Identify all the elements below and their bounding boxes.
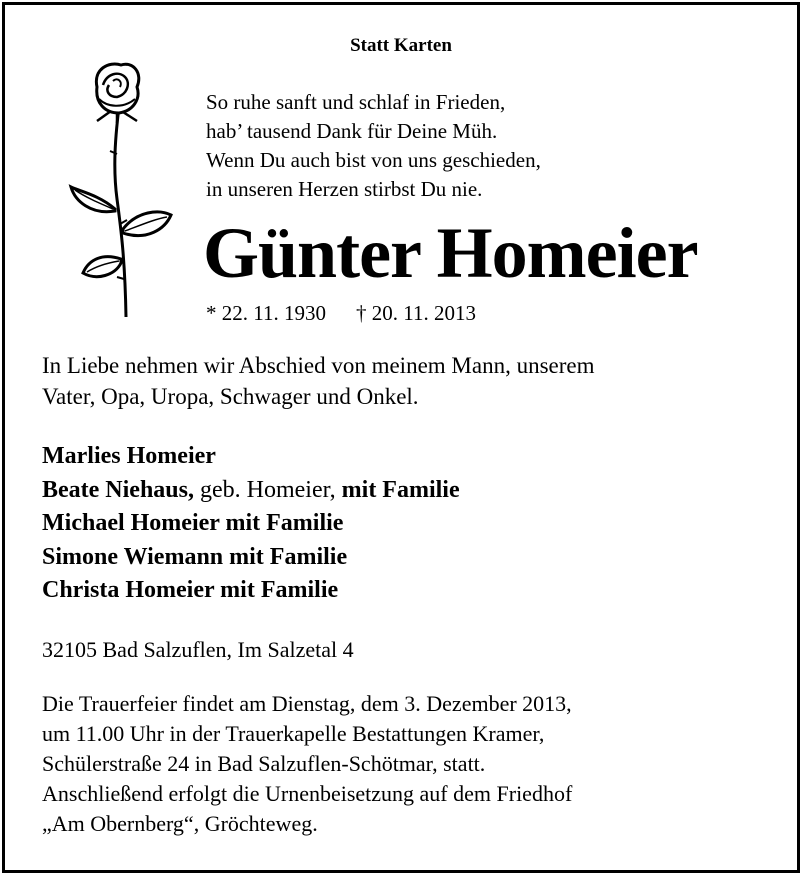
funeral-service-info bbox=[42, 689, 792, 839]
mourner-name: Michael Homeier mit Familie bbox=[42, 510, 344, 536]
rose-icon bbox=[63, 59, 179, 319]
mourner-name: Simone Wiemann mit Familie bbox=[42, 543, 348, 570]
service-line: „Am Obernberg“, Gröchteweg. bbox=[42, 811, 318, 836]
death-date: † 20. 11. 2013 bbox=[355, 301, 476, 325]
mourner-maiden-name: geb. Homeier, bbox=[194, 476, 342, 503]
mourner-row bbox=[42, 541, 460, 575]
intro-line: Vater, Opa, Uropa, Schwager und Onkel. bbox=[42, 384, 419, 409]
intro-text bbox=[42, 350, 782, 412]
deceased-name: Günter Homeier bbox=[203, 213, 698, 293]
mourner-name: Marlies Homeier bbox=[42, 443, 216, 469]
verse-line: Wenn Du auch bist von uns geschieden, bbox=[206, 148, 541, 172]
mourner-suffix: mit Familie bbox=[341, 476, 460, 503]
verse-line: hab’ tausend Dank für Deine Müh. bbox=[206, 119, 498, 143]
family-address: 32105 Bad Salzuflen, Im Salzetal 4 bbox=[42, 637, 354, 662]
birth-date: * 22. 11. 1930 bbox=[206, 301, 326, 325]
life-dates bbox=[206, 301, 476, 326]
mourner-row bbox=[42, 574, 460, 608]
header-statt-karten: Statt Karten bbox=[350, 35, 452, 56]
mourner-name: Beate Niehaus, bbox=[42, 476, 194, 503]
service-line: um 11.00 Uhr in der Trauerkapelle Bestattungen Kramer, bbox=[42, 721, 545, 746]
mourner-row bbox=[42, 474, 460, 508]
mourners-list bbox=[42, 440, 460, 608]
mourner-row bbox=[42, 440, 460, 474]
intro-line: In Liebe nehmen wir Abschied von meinem Mann, unserem bbox=[42, 353, 595, 378]
service-line: Die Trauerfeier findet am Dienstag, dem 3. Dezember 2013, bbox=[42, 691, 572, 716]
mourner-row bbox=[42, 507, 460, 541]
verse bbox=[206, 88, 541, 204]
verse-line: in unseren Herzen stirbst Du nie. bbox=[206, 177, 483, 201]
service-line: Schülerstraße 24 in Bad Salzuflen-Schötmar, statt. bbox=[42, 751, 486, 776]
verse-line: So ruhe sanft und schlaf in Frieden, bbox=[206, 90, 506, 114]
obituary-notice bbox=[2, 2, 800, 873]
mourner-name: Christa Homeier mit Familie bbox=[42, 577, 339, 603]
service-line: Anschließend erfolgt die Urnenbeisetzung auf dem Friedhof bbox=[42, 781, 573, 806]
